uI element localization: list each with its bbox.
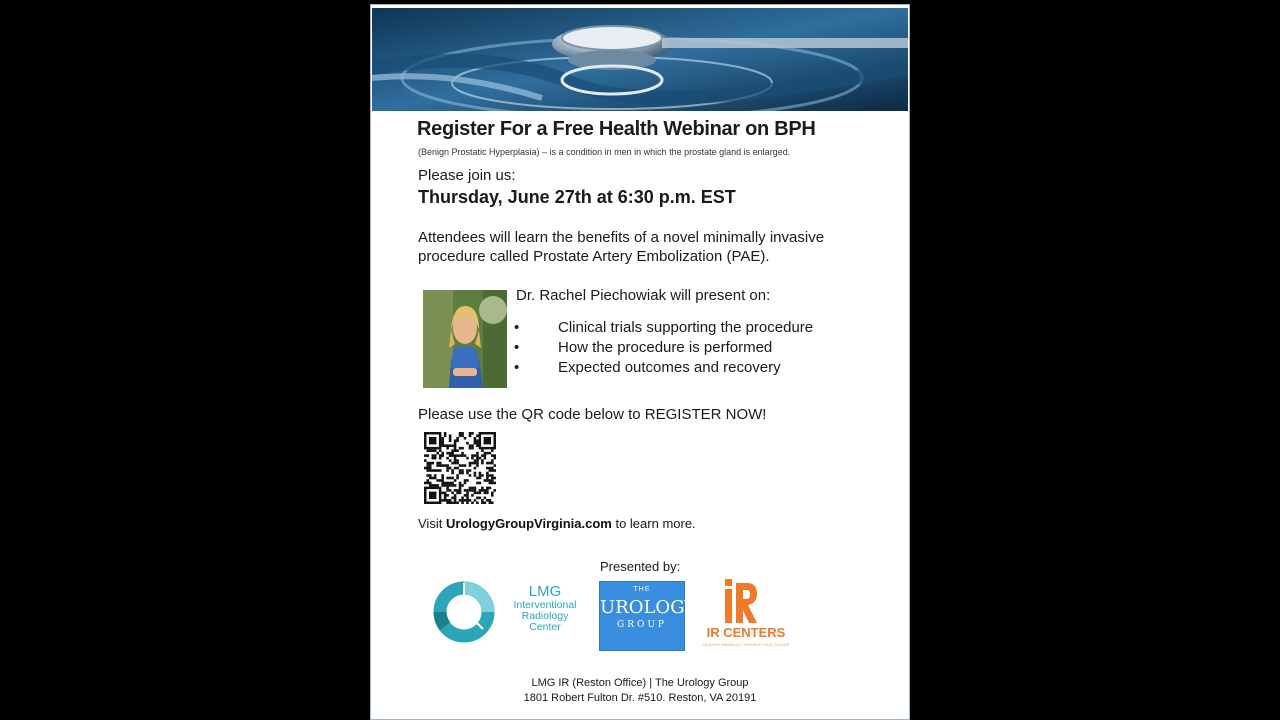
presenter-intro: Dr. Rachel Piechowiak will present on: (516, 287, 771, 304)
bullet-icon: • (514, 359, 520, 376)
ir-centers-logo-icon (723, 579, 759, 623)
ir-centers-tagline: LEADING MINIMALLY INVASIVE HEALTHCARE (702, 642, 790, 647)
bullet-icon: • (514, 319, 520, 336)
page-title: Register For a Free Health Webinar on BPH (417, 118, 816, 140)
description-line-2: procedure called Prostate Artery Embolization (PAE). (418, 248, 770, 265)
list-item: • Expected outcomes and recovery (514, 359, 781, 376)
join-text: Please join us: (418, 167, 516, 184)
bullet-icon: • (514, 339, 520, 356)
qr-instruction: Please use the QR code below to REGISTER NOW! (418, 406, 767, 423)
qr-code[interactable] (424, 432, 496, 504)
urology-group-logo: THE UROLOGY GROUP (599, 581, 685, 651)
address-line-1: LMG IR (Reston Office) | The Urology Group (531, 677, 749, 689)
ir-centers-name: IR CENTERS (706, 625, 786, 640)
presenter-photo (423, 290, 507, 388)
subtitle: (Benign Prostatic Hyperplasia) – is a condition in men in which the prostate gland is enlarged. (418, 147, 791, 157)
description-line-1: Attendees will learn the benefits of a novel minimally invasive (418, 229, 825, 246)
lmg-logo-text: LMG Interventional Radiology Center (513, 583, 577, 633)
list-item: • How the procedure is performed (514, 339, 773, 356)
event-datetime: Thursday, June 27th at 6:30 p.m. EST (418, 187, 736, 207)
presented-by-label: Presented by: (600, 559, 681, 574)
list-item: • Clinical trials supporting the procedure (514, 319, 814, 336)
address-line-2: 1801 Robert Fulton Dr. #510. Reston, VA 20191 (523, 692, 757, 704)
stethoscope-banner-image (372, 8, 908, 111)
website-link[interactable]: UrologyGroupVirginia.com (445, 516, 612, 531)
flyer-page (370, 4, 910, 720)
lmg-logo-icon (433, 581, 495, 643)
visit-line: Visit UrologyGroupVirginia.com to learn more. (418, 516, 696, 531)
